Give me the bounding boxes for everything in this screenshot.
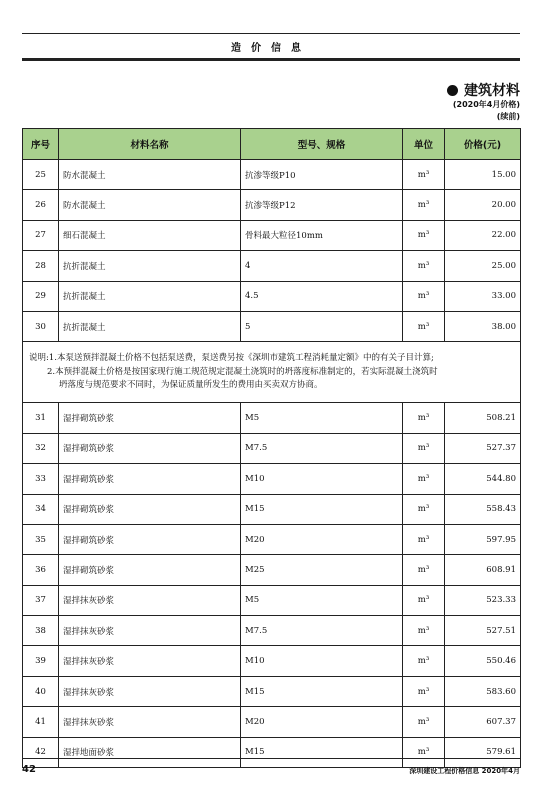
unit: m³ xyxy=(403,646,445,676)
unit: m³ xyxy=(403,464,445,494)
table-body-concrete xyxy=(23,160,521,342)
unit: m³ xyxy=(403,160,445,190)
material-name: 湿拌砌筑砂浆 xyxy=(59,524,241,554)
material-name: 防水混凝土 xyxy=(59,190,241,220)
row-number: 31 xyxy=(23,403,59,433)
header-bottom-rule xyxy=(22,58,520,61)
material-spec: M5 xyxy=(241,403,403,433)
note-line-3: 坍落度与规范要求不同时，为保证质量所发生的费用由买卖双方协商。 xyxy=(59,380,323,391)
material-spec: M10 xyxy=(241,646,403,676)
material-spec: 4 xyxy=(241,251,403,281)
col-header-price: 价格(元) xyxy=(445,129,521,160)
table-row xyxy=(23,220,521,250)
table-row xyxy=(23,707,521,737)
row-number: 36 xyxy=(23,555,59,585)
row-number: 28 xyxy=(23,251,59,281)
price: 608.91 xyxy=(445,555,521,585)
material-name: 湿拌抹灰砂浆 xyxy=(59,616,241,646)
material-spec: M20 xyxy=(241,524,403,554)
material-spec: M15 xyxy=(241,676,403,706)
material-name: 湿拌砌筑砂浆 xyxy=(59,494,241,524)
table-row xyxy=(23,160,521,190)
unit: m³ xyxy=(403,707,445,737)
table-row xyxy=(23,433,521,463)
row-number: 42 xyxy=(23,737,59,767)
price-table xyxy=(22,128,521,768)
table-row xyxy=(23,585,521,615)
note-line-2: 2.本预拌混凝土价格是按国家现行施工规范规定混凝土浇筑时的坍落度标准制定的，若实际混凝土浇筑时 xyxy=(47,366,438,377)
table-row xyxy=(23,524,521,554)
material-name: 湿拌地面砂浆 xyxy=(59,737,241,767)
table-row xyxy=(23,251,521,281)
row-number: 32 xyxy=(23,433,59,463)
price: 25.00 xyxy=(445,251,521,281)
note-row xyxy=(23,342,521,403)
material-name: 抗折混凝土 xyxy=(59,281,241,311)
price-period: (2020年4月价格) xyxy=(452,100,520,109)
unit: m³ xyxy=(403,524,445,554)
material-spec: 5 xyxy=(241,311,403,341)
col-header-unit: 单位 xyxy=(403,129,445,160)
table-row xyxy=(23,494,521,524)
table-row xyxy=(23,281,521,311)
price: 579.61 xyxy=(445,737,521,767)
row-number: 39 xyxy=(23,646,59,676)
col-header-name: 材料名称 xyxy=(59,129,241,160)
material-spec: 4.5 xyxy=(241,281,403,311)
row-number: 27 xyxy=(23,220,59,250)
price: 597.95 xyxy=(445,524,521,554)
top-rule xyxy=(22,33,520,34)
table-row xyxy=(23,616,521,646)
material-name: 防水混凝土 xyxy=(59,160,241,190)
price: 15.00 xyxy=(445,160,521,190)
publication-name: 深圳建设工程价格信息 2020年4月 xyxy=(409,767,520,775)
material-name: 湿拌抹灰砂浆 xyxy=(59,585,241,615)
material-spec: 骨料最大粒径10mm xyxy=(241,220,403,250)
table-row xyxy=(23,464,521,494)
price: 20.00 xyxy=(445,190,521,220)
unit: m³ xyxy=(403,737,445,767)
table-body-mortar xyxy=(23,403,521,768)
unit: m³ xyxy=(403,494,445,524)
material-spec: M7.5 xyxy=(241,433,403,463)
row-number: 29 xyxy=(23,281,59,311)
material-spec: 抗渗等级P12 xyxy=(241,190,403,220)
price: 550.46 xyxy=(445,646,521,676)
price: 33.00 xyxy=(445,281,521,311)
table-row xyxy=(23,676,521,706)
table-row xyxy=(23,737,521,767)
price: 508.21 xyxy=(445,403,521,433)
row-number: 38 xyxy=(23,616,59,646)
material-spec: M15 xyxy=(241,494,403,524)
unit: m³ xyxy=(403,585,445,615)
table-header-row xyxy=(23,129,521,160)
table-row xyxy=(23,190,521,220)
unit: m³ xyxy=(403,403,445,433)
unit: m³ xyxy=(403,251,445,281)
material-name: 湿拌砌筑砂浆 xyxy=(59,403,241,433)
price: 583.60 xyxy=(445,676,521,706)
price: 558.43 xyxy=(445,494,521,524)
section-title: 建筑材料 xyxy=(464,83,520,99)
table-row xyxy=(23,311,521,341)
row-number: 26 xyxy=(23,190,59,220)
price: 22.00 xyxy=(445,220,521,250)
row-number: 25 xyxy=(23,160,59,190)
material-name: 湿拌砌筑砂浆 xyxy=(59,464,241,494)
price: 527.37 xyxy=(445,433,521,463)
unit: m³ xyxy=(403,311,445,341)
material-name: 抗折混凝土 xyxy=(59,251,241,281)
material-name: 细石混凝土 xyxy=(59,220,241,250)
price: 38.00 xyxy=(445,311,521,341)
col-header-no: 序号 xyxy=(23,129,59,160)
material-spec: M5 xyxy=(241,585,403,615)
table-row xyxy=(23,555,521,585)
material-spec: 抗渗等级P10 xyxy=(241,160,403,190)
material-spec: M25 xyxy=(241,555,403,585)
material-spec: M20 xyxy=(241,707,403,737)
footer-rule xyxy=(22,758,520,759)
material-spec: M10 xyxy=(241,464,403,494)
price: 523.33 xyxy=(445,585,521,615)
unit: m³ xyxy=(403,190,445,220)
material-name: 湿拌砌筑砂浆 xyxy=(59,433,241,463)
material-name: 湿拌抹灰砂浆 xyxy=(59,707,241,737)
row-number: 34 xyxy=(23,494,59,524)
material-spec: M15 xyxy=(241,737,403,767)
unit: m³ xyxy=(403,281,445,311)
row-number: 33 xyxy=(23,464,59,494)
page-number: 42 xyxy=(22,764,36,775)
material-name: 湿拌抹灰砂浆 xyxy=(59,676,241,706)
price: 527.51 xyxy=(445,616,521,646)
continued-label: (续前) xyxy=(496,112,520,121)
price: 607.37 xyxy=(445,707,521,737)
row-number: 30 xyxy=(23,311,59,341)
table-row xyxy=(23,403,521,433)
price: 544.80 xyxy=(445,464,521,494)
unit: m³ xyxy=(403,616,445,646)
note-line-1: 说明:1.本泵送预拌混凝土价格不包括泵送费，泵送费另按《深圳市建筑工程消耗量定额》中的有关子目计算; xyxy=(29,353,434,364)
table-row xyxy=(23,646,521,676)
header-title: 造价信息 xyxy=(231,43,311,54)
material-spec: M7.5 xyxy=(241,616,403,646)
material-name: 湿拌砌筑砂浆 xyxy=(59,555,241,585)
unit: m³ xyxy=(403,555,445,585)
col-header-spec: 型号、规格 xyxy=(241,129,403,160)
section-heading xyxy=(447,80,520,100)
material-name: 抗折混凝土 xyxy=(59,311,241,341)
row-number: 41 xyxy=(23,707,59,737)
row-number: 40 xyxy=(23,676,59,706)
unit: m³ xyxy=(403,433,445,463)
bullet-icon xyxy=(447,85,458,96)
unit: m³ xyxy=(403,220,445,250)
row-number: 37 xyxy=(23,585,59,615)
row-number: 35 xyxy=(23,524,59,554)
note-cell xyxy=(23,342,521,403)
material-name: 湿拌抹灰砂浆 xyxy=(59,646,241,676)
unit: m³ xyxy=(403,676,445,706)
